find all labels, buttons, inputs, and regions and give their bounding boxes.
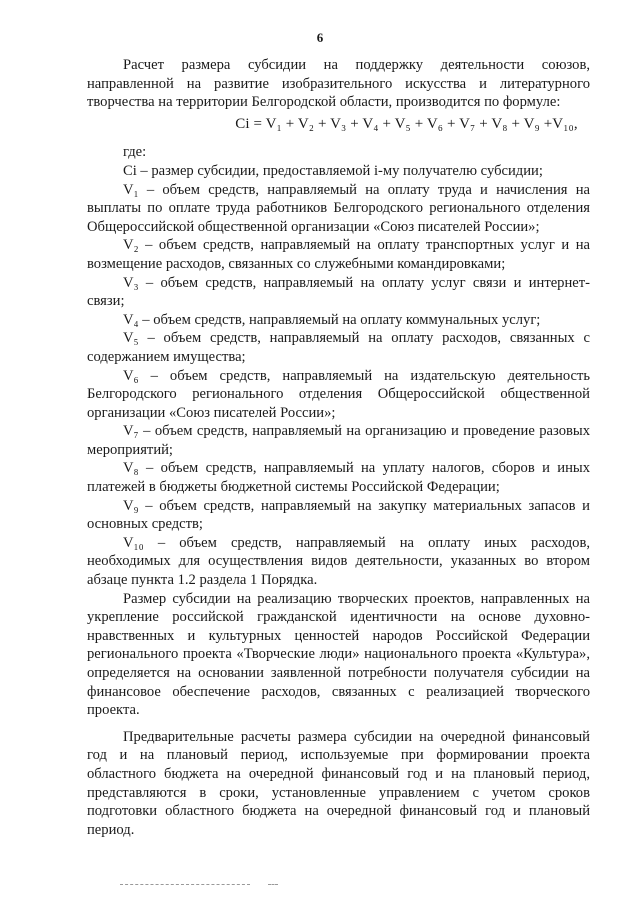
creative-projects-paragraph: Размер субсидии на реализацию творческих проектов, направленных на укрепление российской гражданской идентичности на основе духовно-нравственных и культурных ценностей народов Российской Федерации регионального проекта «Творческие люди» национального проекта «Культура», определяется на основании заявленной потребности получателя субсидии на финансовое обеспечение расходов, связанных с реализацией творческого проекта. xyxy=(87,590,590,719)
document-body xyxy=(87,56,590,839)
definition-v10: V₁₀ – объем средств, направляемый на оплату иных расходов, необходимых для осуществления видов деятельности, указанных во втором абзаце пункта 1.2 раздела 1 Порядка. xyxy=(87,534,590,589)
intro-paragraph: Расчет размера субсидии на поддержку деятельности союзов, направленной на развитие изобразительного искусства и литературного творчества на территории Белгородской области, производится по формуле: xyxy=(87,57,590,111)
where-label: где: xyxy=(123,144,147,161)
preliminary-calculations-paragraph: Предварительные расчеты размера субсидии на очередной финансовый год и на плановый период, используемые при формировании проекта областного бюджета на очередной финансовый год и на плановый период, представляются в сроки, установленные управлением с учетом сроков подготовки областного бюджета на очередной финансовый год и плановый период. xyxy=(87,728,590,838)
footer-divider-right xyxy=(268,884,278,886)
definition-v2: V₂ – объем средств, направляемый на оплату транспортных услуг и на возмещение расходов, связанных со служебными командировками; xyxy=(87,237,590,272)
footer-divider-left xyxy=(120,884,250,886)
definition-v3: V₃ – объем средств, направляемый на оплату услуг связи и интернет-связи; xyxy=(87,274,590,310)
definition-v6: V₆ – объем средств, направляемый на издательскую деятельность Белгородского регионального отделения Общероссийской общественной организации «Союз писателей России»; xyxy=(87,367,590,421)
formula: Ci = V₁ + V₂ + V₃ + V₄ + V₅ + V₆ + V₇ + V₈ + V₉ +V₁₀, xyxy=(235,115,578,132)
definition-v1: V₁ – объем средств, направляемый на оплату труда и начисления на выплаты по оплате труда работников Белгородского регионального отделения Общероссийской общественной организации «Союз писателей России»; xyxy=(87,181,590,235)
definition-ci: Ci – размер субсидии, предоставляемой i-му получателю субсидии; xyxy=(123,162,543,179)
definition-v4: V₄ – объем средств, направляемый на оплату коммунальных услуг; xyxy=(123,311,541,328)
definition-v9: V₉ – объем средств, направляемый на закупку материальных запасов и основных средств; xyxy=(87,497,590,533)
page-number: 6 xyxy=(316,30,324,45)
definition-v7: V₇ – объем средств, направляемый на организацию и проведение разовых мероприятий; xyxy=(87,423,590,458)
definition-v8: V₈ – объем средств, направляемый на уплату налогов, сборов и иных платежей в бюджеты бюджетной системы Российской Федерации; xyxy=(87,460,590,496)
paragraph-gap xyxy=(87,720,590,728)
definition-v5: V₅ – объем средств, направляемый на оплату расходов, связанных с содержанием имущества; xyxy=(87,330,590,365)
